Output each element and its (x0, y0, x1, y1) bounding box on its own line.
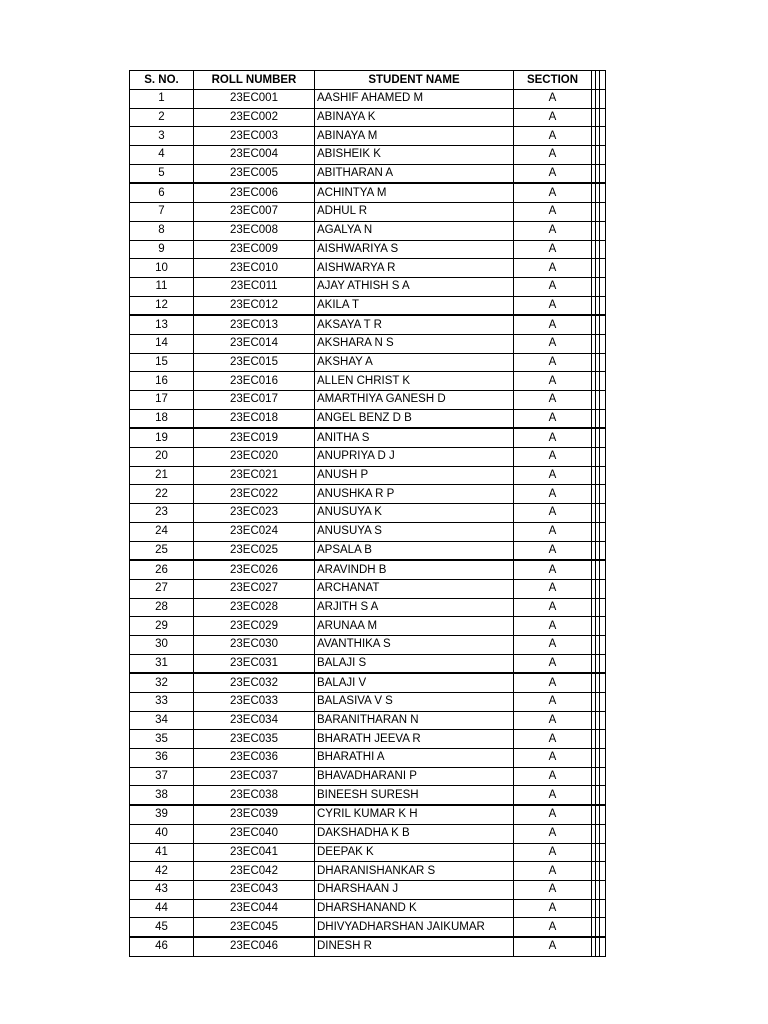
cell-section: A (514, 805, 592, 824)
cell-blank (600, 485, 606, 504)
cell-student-name: ANGEL BENZ D B (315, 409, 514, 428)
cell-blank (600, 315, 606, 334)
cell-roll-number: 23EC017 (194, 391, 315, 410)
header-section: SECTION (514, 71, 592, 90)
cell-sno: 16 (130, 372, 194, 391)
table-row (130, 711, 606, 730)
cell-blank (600, 899, 606, 918)
cell-section: A (514, 108, 592, 127)
cell-section: A (514, 730, 592, 749)
cell-section: A (514, 786, 592, 805)
cell-section: A (514, 183, 592, 202)
cell-student-name: AKILA T (315, 296, 514, 315)
table-row (130, 693, 606, 712)
cell-sno: 43 (130, 880, 194, 899)
cell-section: A (514, 315, 592, 334)
cell-roll-number: 23EC026 (194, 560, 315, 579)
table-row (130, 918, 606, 937)
cell-roll-number: 23EC008 (194, 221, 315, 240)
cell-sno: 14 (130, 334, 194, 353)
cell-sno: 33 (130, 693, 194, 712)
cell-student-name: ANUPRIYA D J (315, 448, 514, 467)
table-row (130, 654, 606, 673)
cell-sno: 46 (130, 937, 194, 956)
cell-student-name: ABISHEIK K (315, 146, 514, 165)
cell-sno: 5 (130, 164, 194, 183)
cell-student-name: AGALYA N (315, 221, 514, 240)
cell-student-name: ABITHARAN A (315, 164, 514, 183)
cell-roll-number: 23EC015 (194, 353, 315, 372)
cell-roll-number: 23EC028 (194, 598, 315, 617)
cell-roll-number: 23EC031 (194, 654, 315, 673)
cell-roll-number: 23EC016 (194, 372, 315, 391)
cell-section: A (514, 127, 592, 146)
cell-sno: 26 (130, 560, 194, 579)
cell-student-name: CYRIL KUMAR K H (315, 805, 514, 824)
table-row (130, 466, 606, 485)
cell-sno: 35 (130, 730, 194, 749)
cell-sno: 19 (130, 428, 194, 447)
cell-student-name: ANUSH P (315, 466, 514, 485)
cell-student-name: DAKSHADHA K B (315, 824, 514, 843)
cell-roll-number: 23EC038 (194, 786, 315, 805)
header-sno: S. NO. (130, 71, 194, 90)
cell-section: A (514, 409, 592, 428)
table-row (130, 334, 606, 353)
cell-section: A (514, 635, 592, 654)
cell-roll-number: 23EC035 (194, 730, 315, 749)
cell-student-name: AISHWARYA R (315, 259, 514, 278)
cell-student-name: BARANITHARAN N (315, 711, 514, 730)
cell-blank (600, 541, 606, 560)
cell-blank (600, 466, 606, 485)
cell-sno: 32 (130, 673, 194, 692)
cell-blank (600, 805, 606, 824)
cell-student-name: ADHUL R (315, 203, 514, 222)
cell-section: A (514, 296, 592, 315)
cell-student-name: ARUNAA M (315, 617, 514, 636)
cell-section: A (514, 880, 592, 899)
cell-roll-number: 23EC033 (194, 693, 315, 712)
cell-student-name: DHIVYADHARSHAN JAIKUMAR (315, 918, 514, 937)
cell-section: A (514, 466, 592, 485)
header-blank-column (600, 71, 606, 90)
cell-blank (600, 730, 606, 749)
cell-roll-number: 23EC005 (194, 164, 315, 183)
cell-sno: 24 (130, 522, 194, 541)
cell-blank (600, 635, 606, 654)
cell-sno: 28 (130, 598, 194, 617)
table-row (130, 221, 606, 240)
cell-roll-number: 23EC045 (194, 918, 315, 937)
table-row (130, 504, 606, 523)
cell-section: A (514, 579, 592, 598)
cell-roll-number: 23EC014 (194, 334, 315, 353)
cell-blank (600, 127, 606, 146)
cell-section: A (514, 221, 592, 240)
cell-blank (600, 164, 606, 183)
cell-section: A (514, 240, 592, 259)
table-row (130, 296, 606, 315)
cell-roll-number: 23EC024 (194, 522, 315, 541)
cell-roll-number: 23EC009 (194, 240, 315, 259)
cell-student-name: ANUSUYA S (315, 522, 514, 541)
cell-blank (600, 409, 606, 428)
cell-section: A (514, 485, 592, 504)
table-row (130, 108, 606, 127)
cell-section: A (514, 90, 592, 109)
cell-section: A (514, 654, 592, 673)
table-row (130, 730, 606, 749)
cell-section: A (514, 428, 592, 447)
cell-student-name: DHARANISHANKAR S (315, 862, 514, 881)
table-row (130, 127, 606, 146)
table-row (130, 635, 606, 654)
cell-sno: 36 (130, 749, 194, 768)
table-row (130, 203, 606, 222)
cell-roll-number: 23EC042 (194, 862, 315, 881)
header-row (130, 71, 606, 90)
cell-section: A (514, 918, 592, 937)
table-row (130, 522, 606, 541)
header-student-name: STUDENT NAME (315, 71, 514, 90)
cell-student-name: BALAJI S (315, 654, 514, 673)
cell-student-name: AKSHARA N S (315, 334, 514, 353)
cell-student-name: AJAY ATHISH S A (315, 277, 514, 296)
cell-sno: 4 (130, 146, 194, 165)
cell-sno: 27 (130, 579, 194, 598)
table-row (130, 786, 606, 805)
table-row (130, 541, 606, 560)
cell-sno: 37 (130, 767, 194, 786)
cell-blank (600, 504, 606, 523)
cell-blank (600, 673, 606, 692)
table-row (130, 164, 606, 183)
cell-roll-number: 23EC012 (194, 296, 315, 315)
cell-blank (600, 334, 606, 353)
cell-section: A (514, 824, 592, 843)
cell-blank (600, 880, 606, 899)
table-row (130, 146, 606, 165)
cell-section: A (514, 749, 592, 768)
cell-section: A (514, 843, 592, 862)
cell-sno: 22 (130, 485, 194, 504)
cell-student-name: AKSAYA T R (315, 315, 514, 334)
cell-roll-number: 23EC018 (194, 409, 315, 428)
cell-blank (600, 353, 606, 372)
table-row (130, 598, 606, 617)
cell-section: A (514, 617, 592, 636)
cell-blank (600, 221, 606, 240)
cell-sno: 40 (130, 824, 194, 843)
cell-student-name: ANUSUYA K (315, 504, 514, 523)
cell-section: A (514, 353, 592, 372)
cell-roll-number: 23EC006 (194, 183, 315, 202)
cell-sno: 10 (130, 259, 194, 278)
cell-student-name: ANUSHKA R P (315, 485, 514, 504)
table-row (130, 409, 606, 428)
cell-sno: 6 (130, 183, 194, 202)
cell-roll-number: 23EC019 (194, 428, 315, 447)
cell-blank (600, 749, 606, 768)
cell-blank (600, 203, 606, 222)
cell-blank (600, 183, 606, 202)
cell-blank (600, 598, 606, 617)
table-row (130, 824, 606, 843)
cell-student-name: DEEPAK K (315, 843, 514, 862)
cell-roll-number: 23EC037 (194, 767, 315, 786)
cell-student-name: ABINAYA K (315, 108, 514, 127)
cell-sno: 8 (130, 221, 194, 240)
cell-roll-number: 23EC010 (194, 259, 315, 278)
cell-student-name: BALAJI V (315, 673, 514, 692)
cell-student-name: AKSHAY A (315, 353, 514, 372)
cell-student-name: AISHWARIYA S (315, 240, 514, 259)
cell-roll-number: 23EC013 (194, 315, 315, 334)
cell-sno: 39 (130, 805, 194, 824)
cell-sno: 17 (130, 391, 194, 410)
cell-roll-number: 23EC001 (194, 90, 315, 109)
cell-sno: 34 (130, 711, 194, 730)
cell-blank (600, 579, 606, 598)
cell-roll-number: 23EC040 (194, 824, 315, 843)
cell-blank (600, 448, 606, 467)
cell-student-name: BALASIVA V S (315, 693, 514, 712)
cell-blank (600, 693, 606, 712)
cell-student-name: DHARSHANAND K (315, 899, 514, 918)
table-body (130, 90, 606, 957)
cell-section: A (514, 334, 592, 353)
table-row (130, 240, 606, 259)
cell-roll-number: 23EC004 (194, 146, 315, 165)
table-row (130, 937, 606, 956)
cell-blank (600, 428, 606, 447)
cell-blank (600, 560, 606, 579)
cell-sno: 3 (130, 127, 194, 146)
table-row (130, 805, 606, 824)
table-row (130, 448, 606, 467)
cell-sno: 23 (130, 504, 194, 523)
table-row (130, 259, 606, 278)
cell-sno: 25 (130, 541, 194, 560)
student-list-table (129, 70, 606, 957)
cell-roll-number: 23EC046 (194, 937, 315, 956)
cell-sno: 21 (130, 466, 194, 485)
cell-sno: 11 (130, 277, 194, 296)
cell-student-name: DHARSHAAN J (315, 880, 514, 899)
cell-roll-number: 23EC025 (194, 541, 315, 560)
cell-roll-number: 23EC020 (194, 448, 315, 467)
cell-sno: 18 (130, 409, 194, 428)
table-row (130, 579, 606, 598)
cell-blank (600, 843, 606, 862)
cell-blank (600, 711, 606, 730)
cell-blank (600, 240, 606, 259)
table-row (130, 617, 606, 636)
cell-blank (600, 259, 606, 278)
cell-blank (600, 654, 606, 673)
cell-sno: 42 (130, 862, 194, 881)
cell-blank (600, 146, 606, 165)
cell-section: A (514, 164, 592, 183)
cell-sno: 1 (130, 90, 194, 109)
cell-sno: 13 (130, 315, 194, 334)
table-row (130, 353, 606, 372)
cell-blank (600, 90, 606, 109)
cell-sno: 12 (130, 296, 194, 315)
cell-section: A (514, 673, 592, 692)
table-row (130, 485, 606, 504)
cell-section: A (514, 767, 592, 786)
cell-section: A (514, 522, 592, 541)
cell-sno: 9 (130, 240, 194, 259)
cell-student-name: ACHINTYA M (315, 183, 514, 202)
cell-roll-number: 23EC032 (194, 673, 315, 692)
cell-sno: 29 (130, 617, 194, 636)
cell-blank (600, 918, 606, 937)
cell-sno: 15 (130, 353, 194, 372)
table-row (130, 843, 606, 862)
cell-student-name: APSALA B (315, 541, 514, 560)
cell-blank (600, 277, 606, 296)
cell-student-name: ARJITH S A (315, 598, 514, 617)
cell-roll-number: 23EC011 (194, 277, 315, 296)
cell-blank (600, 296, 606, 315)
table-row (130, 391, 606, 410)
cell-sno: 30 (130, 635, 194, 654)
table-row (130, 183, 606, 202)
cell-roll-number: 23EC002 (194, 108, 315, 127)
cell-blank (600, 391, 606, 410)
cell-section: A (514, 560, 592, 579)
cell-student-name: DINESH R (315, 937, 514, 956)
cell-student-name: BHAVADHARANI P (315, 767, 514, 786)
cell-section: A (514, 259, 592, 278)
table-row (130, 880, 606, 899)
cell-sno: 7 (130, 203, 194, 222)
table-row (130, 90, 606, 109)
cell-sno: 44 (130, 899, 194, 918)
cell-student-name: AVANTHIKA S (315, 635, 514, 654)
table-row (130, 767, 606, 786)
table-row (130, 749, 606, 768)
cell-blank (600, 617, 606, 636)
cell-student-name: AMARTHIYA GANESH D (315, 391, 514, 410)
cell-student-name: AASHIF AHAMED M (315, 90, 514, 109)
cell-roll-number: 23EC044 (194, 899, 315, 918)
cell-section: A (514, 146, 592, 165)
cell-section: A (514, 899, 592, 918)
cell-blank (600, 372, 606, 391)
cell-section: A (514, 504, 592, 523)
table-row (130, 899, 606, 918)
cell-blank (600, 108, 606, 127)
header-roll-number: ROLL NUMBER (194, 71, 315, 90)
cell-roll-number: 23EC041 (194, 843, 315, 862)
cell-section: A (514, 693, 592, 712)
cell-roll-number: 23EC021 (194, 466, 315, 485)
cell-sno: 41 (130, 843, 194, 862)
cell-roll-number: 23EC027 (194, 579, 315, 598)
table-row (130, 428, 606, 447)
cell-sno: 38 (130, 786, 194, 805)
cell-blank (600, 767, 606, 786)
cell-section: A (514, 598, 592, 617)
table-row (130, 372, 606, 391)
cell-roll-number: 23EC039 (194, 805, 315, 824)
cell-roll-number: 23EC023 (194, 504, 315, 523)
cell-roll-number: 23EC034 (194, 711, 315, 730)
cell-roll-number: 23EC029 (194, 617, 315, 636)
cell-blank (600, 824, 606, 843)
cell-roll-number: 23EC007 (194, 203, 315, 222)
cell-sno: 45 (130, 918, 194, 937)
cell-sno: 2 (130, 108, 194, 127)
cell-section: A (514, 448, 592, 467)
table-row (130, 277, 606, 296)
cell-student-name: BINEESH SURESH (315, 786, 514, 805)
cell-student-name: ARCHANAT (315, 579, 514, 598)
table-row (130, 862, 606, 881)
cell-section: A (514, 711, 592, 730)
cell-student-name: ANITHA S (315, 428, 514, 447)
table-row (130, 673, 606, 692)
cell-student-name: BHARATHI A (315, 749, 514, 768)
cell-section: A (514, 277, 592, 296)
cell-roll-number: 23EC022 (194, 485, 315, 504)
cell-blank (600, 786, 606, 805)
cell-student-name: ABINAYA M (315, 127, 514, 146)
cell-section: A (514, 372, 592, 391)
table-row (130, 560, 606, 579)
cell-sno: 31 (130, 654, 194, 673)
cell-section: A (514, 541, 592, 560)
cell-student-name: ARAVINDH B (315, 560, 514, 579)
cell-roll-number: 23EC043 (194, 880, 315, 899)
cell-sno: 20 (130, 448, 194, 467)
cell-student-name: BHARATH JEEVA R (315, 730, 514, 749)
cell-student-name: ALLEN CHRIST K (315, 372, 514, 391)
cell-section: A (514, 391, 592, 410)
cell-roll-number: 23EC030 (194, 635, 315, 654)
cell-section: A (514, 203, 592, 222)
cell-blank (600, 862, 606, 881)
cell-roll-number: 23EC036 (194, 749, 315, 768)
cell-section: A (514, 937, 592, 956)
cell-section: A (514, 862, 592, 881)
cell-blank (600, 522, 606, 541)
cell-roll-number: 23EC003 (194, 127, 315, 146)
table-row (130, 315, 606, 334)
cell-blank (600, 937, 606, 956)
